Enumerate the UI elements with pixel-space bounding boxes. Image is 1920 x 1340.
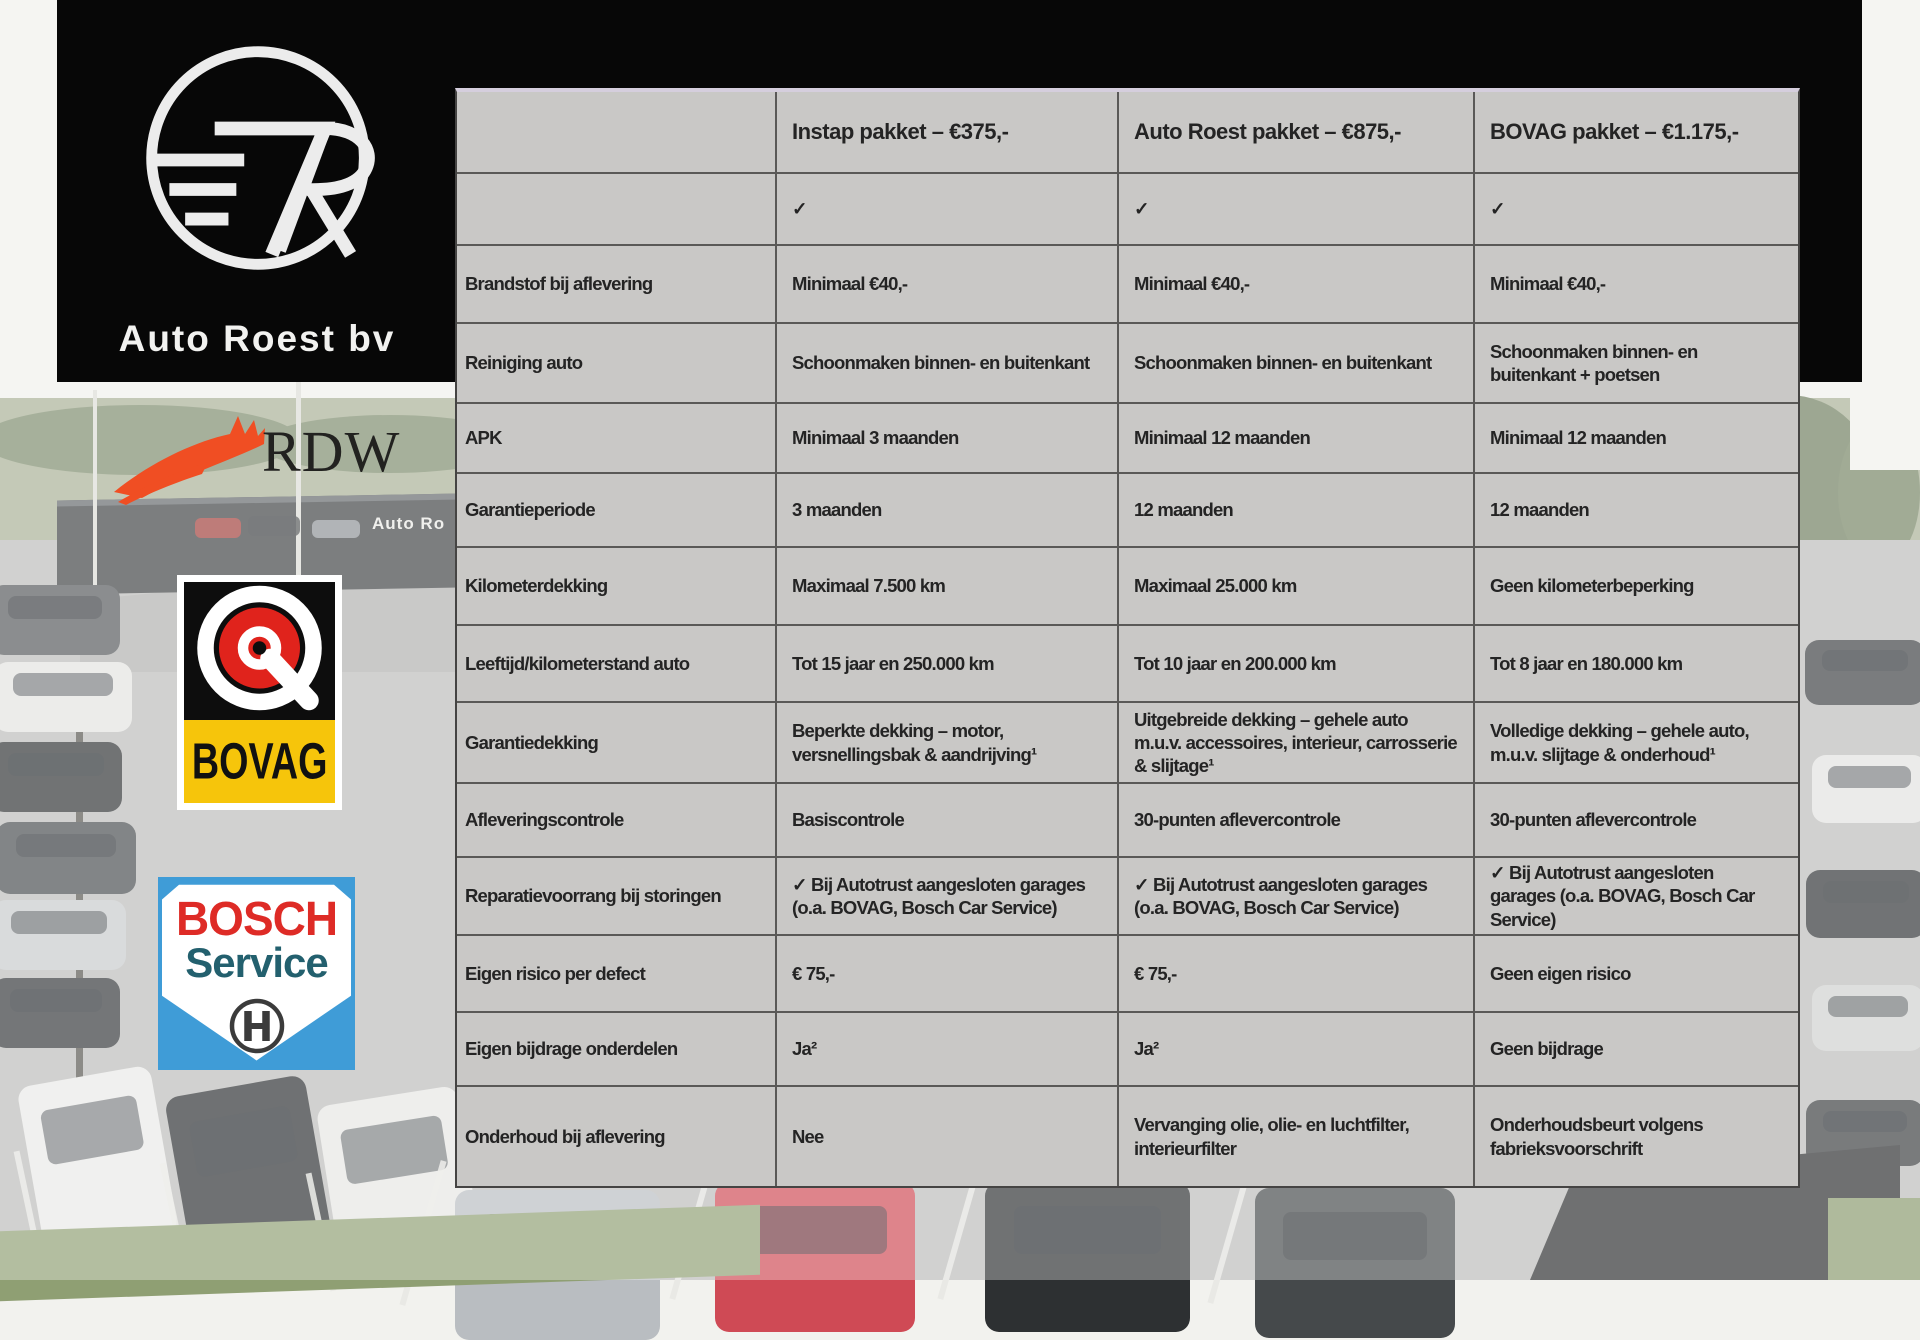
table-cell: Maximaal 7.500 km [775, 546, 1117, 624]
table-cell: Basiscontrole [775, 782, 1117, 856]
table-cell: ✓ [1117, 172, 1473, 244]
building-sign: Auto Ro [372, 514, 446, 533]
table-cell: Schoonmaken binnen- en buitenkant + poetsen [1473, 322, 1798, 402]
column-header: BOVAG pakket – €1.175,- [1473, 92, 1798, 172]
row-label: Reparatievoorrang bij storingen [457, 856, 775, 934]
table-cell: ✓ Bij Autotrust aangesloten garages (o.a. BOVAG, Bosch Car Service) [775, 856, 1117, 934]
table-cell: Tot 15 jaar en 250.000 km [775, 624, 1117, 701]
table-cell: ✓ [775, 172, 1117, 244]
table-cell: Minimaal €40,- [775, 244, 1117, 322]
bosch-service-wordmark: Service [185, 939, 328, 986]
row-label: Eigen bijdrage onderdelen [457, 1011, 775, 1085]
table-cell: ✓ [1473, 172, 1798, 244]
table-cell: Minimaal €40,- [1117, 244, 1473, 322]
bovag-icon [184, 582, 335, 720]
bovag-wordmark-band [184, 720, 335, 803]
column-header: Instap pakket – €375,- [775, 92, 1117, 172]
table-cell: 12 maanden [1473, 472, 1798, 546]
auto-roest-logo-icon [130, 30, 386, 286]
row-label: Leeftijd/kilometerstand auto [457, 624, 775, 701]
table-cell: Geen eigen risico [1473, 934, 1798, 1011]
table-cell: 30-punten aflevercontrole [1117, 782, 1473, 856]
table-cell: Minimaal 12 maanden [1117, 402, 1473, 472]
rdw-logo [112, 402, 402, 512]
table-cell: Geen kilometerbeperking [1473, 546, 1798, 624]
table-cell: Nee [775, 1085, 1117, 1186]
row-label: Afleveringscontrole [457, 782, 775, 856]
table-cell: Minimaal 3 maanden [775, 402, 1117, 472]
bosch-service-logo [158, 877, 355, 1070]
table-cell: € 75,- [1117, 934, 1473, 1011]
table-cell: Tot 8 jaar en 180.000 km [1473, 624, 1798, 701]
table-cell: Geen bijdrage [1473, 1011, 1798, 1085]
table-cell: Maximaal 25.000 km [1117, 546, 1473, 624]
table-cell: Uitgebreide dekking – gehele auto m.u.v. accessoires, interieur, carrosserie & slijtage¹ [1117, 701, 1473, 782]
table-cell: Schoonmaken binnen- en buitenkant [775, 322, 1117, 402]
row-label: Brandstof bij aflevering [457, 244, 775, 322]
row-label: Garantieperiode [457, 472, 775, 546]
table-cell: Schoonmaken binnen- en buitenkant [1117, 322, 1473, 402]
table-cell: Ja² [775, 1011, 1117, 1085]
table-cell: Onderhoudsbeurt volgens fabrieksvoorschrift [1473, 1085, 1798, 1186]
table-cell: Minimaal €40,- [1473, 244, 1798, 322]
bovag-wordmark: BOVAG [191, 732, 328, 790]
row-label: Eigen risico per defect [457, 934, 775, 1011]
bosch-wordmark: BOSCH [175, 890, 338, 946]
table-cell: Tot 10 jaar en 200.000 km [1117, 624, 1473, 701]
row-label: Onderhoud bij aflevering [457, 1085, 775, 1186]
auto-roest-brand [57, 0, 457, 382]
bovag-logo [177, 575, 342, 810]
table-cell: Vervanging olie, olie- en luchtfilter, interieurfilter [1117, 1085, 1473, 1186]
column-header [457, 92, 775, 172]
table-cell: Volledige dekking – gehele auto, m.u.v. slijtage & onderhoud¹ [1473, 701, 1798, 782]
row-label [457, 172, 775, 244]
table-cell: Minimaal 12 maanden [1473, 402, 1798, 472]
row-label: Kilometerdekking [457, 546, 775, 624]
rdw-wordmark: RDW [262, 419, 401, 484]
column-header: Auto Roest pakket – €875,- [1117, 92, 1473, 172]
table-cell: Beperkte dekking – motor, versnellingsbak & aandrijving¹ [775, 701, 1117, 782]
row-label: APK [457, 402, 775, 472]
table-cell: ✓ Bij Autotrust aangesloten garages (o.a. BOVAG, Bosch Car Service) [1473, 856, 1798, 934]
rdw-wing-icon [112, 410, 267, 505]
bosch-armature-icon [226, 995, 288, 1057]
table-cell: 30-punten aflevercontrole [1473, 782, 1798, 856]
row-label: Reiniging auto [457, 322, 775, 402]
table-cell: 3 maanden [775, 472, 1117, 546]
table-cell: ✓ Bij Autotrust aangesloten garages (o.a. BOVAG, Bosch Car Service) [1117, 856, 1473, 934]
table-cell: Ja² [1117, 1011, 1473, 1085]
table-cell: 12 maanden [1117, 472, 1473, 546]
package-comparison-table [455, 88, 1800, 1188]
brand-name: Auto Roest bv [118, 318, 396, 359]
row-label: Garantiedekking [457, 701, 775, 782]
table-cell: € 75,- [775, 934, 1117, 1011]
